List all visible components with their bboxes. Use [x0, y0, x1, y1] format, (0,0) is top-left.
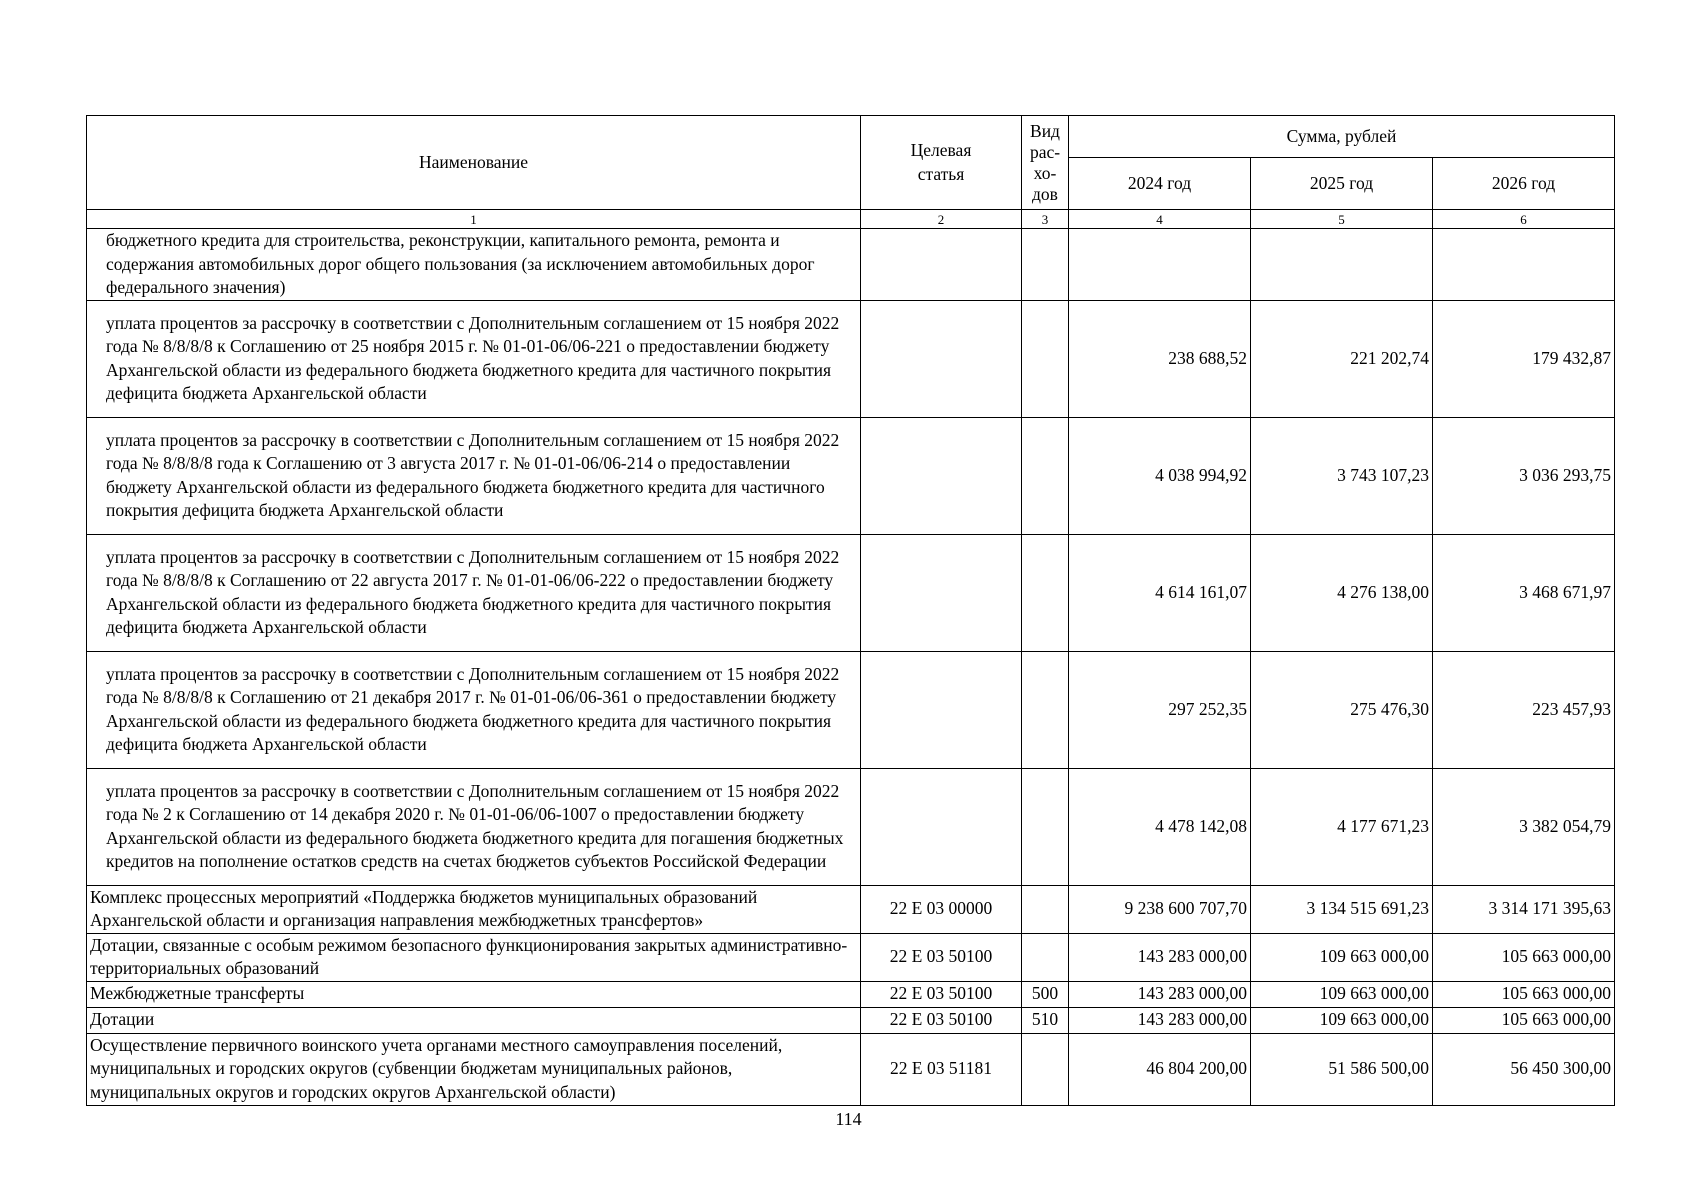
row-vid: [1022, 417, 1069, 534]
row-2024: 143 283 000,00: [1069, 1007, 1251, 1033]
header-vid-line: рас-: [1029, 141, 1061, 162]
row-2026: 105 663 000,00: [1433, 981, 1615, 1007]
row-target: [861, 534, 1022, 651]
row-target: 22 Е 03 00000: [861, 885, 1022, 933]
row-2025: 221 202,74: [1251, 300, 1433, 417]
header-name: Наименование: [87, 116, 861, 210]
row-target: 22 Е 03 50100: [861, 981, 1022, 1007]
row-vid: 510: [1022, 1007, 1069, 1033]
row-vid: [1022, 300, 1069, 417]
row-name: уплата процентов за рассрочку в соответствии с Дополнительным соглашением от 15 ноября 2022 года № 8/8/8/8 к Соглашению от 22 августа 2017 г. № 01-01-06/06-222 о предоставлении бюджету Архангельской области из федерального бюджета бюджетного кредита для частичного покрытия дефицита бюджета Архангельской области: [87, 534, 861, 651]
header-target: [861, 116, 1022, 210]
row-name: уплата процентов за рассрочку в соответствии с Дополнительным соглашением от 15 ноября 2022 года № 8/8/8/8 года к Соглашению от 3 августа 2017 г. № 01-01-06/06-214 о предоставлении бюджету Архангельской области из федерального бюджета бюджетного кредита для частичного покрытия дефицита бюджета Архангельской области: [87, 417, 861, 534]
header-target-text: Целевая статья: [910, 140, 972, 184]
table-row: [87, 534, 1615, 651]
col-num: 2: [861, 210, 1022, 229]
budget-table: [86, 115, 1615, 1106]
column-number-row: [87, 210, 1615, 229]
row-2025: 4 177 671,23: [1251, 768, 1433, 885]
row-2026: 3 314 171 395,63: [1433, 885, 1615, 933]
row-2026: 105 663 000,00: [1433, 1007, 1615, 1033]
row-2025: 3 134 515 691,23: [1251, 885, 1433, 933]
row-vid: [1022, 933, 1069, 981]
header-2025: 2025 год: [1251, 158, 1433, 210]
row-vid: 500: [1022, 981, 1069, 1007]
row-target: [861, 229, 1022, 301]
row-2026: 223 457,93: [1433, 651, 1615, 768]
row-target: [861, 300, 1022, 417]
row-name: уплата процентов за рассрочку в соответствии с Дополнительным соглашением от 15 ноября 2022 года № 8/8/8/8 к Соглашению от 25 ноября 2015 г. № 01-01-06/06-221 о предоставлении бюджету Архангельской области из федерального бюджета бюджетного кредита для частичного покрытия дефицита бюджета Архангельской области: [87, 300, 861, 417]
table-row: [87, 651, 1615, 768]
col-num: 3: [1022, 210, 1069, 229]
col-num: 1: [87, 210, 861, 229]
row-vid: [1022, 534, 1069, 651]
row-2024: [1069, 229, 1251, 301]
row-name: бюджетного кредита для строительства, реконструкции, капитального ремонта, ремонта и содержания автомобильных дорог общего пользования (за исключением автомобильных дорог федерального значения): [87, 229, 861, 301]
row-target: 22 Е 03 51181: [861, 1033, 1022, 1105]
row-2025: [1251, 229, 1433, 301]
col-num: 5: [1251, 210, 1433, 229]
header-vid-line: хо-: [1033, 162, 1057, 183]
row-name: Дотации: [87, 1007, 861, 1033]
header-vid: [1022, 116, 1069, 210]
row-2024: 297 252,35: [1069, 651, 1251, 768]
table-row: [87, 300, 1615, 417]
row-2026: 3 468 671,97: [1433, 534, 1615, 651]
row-vid: [1022, 768, 1069, 885]
row-name: Комплекс процессных мероприятий «Поддержка бюджетов муниципальных образований Архангельской области и организация направления межбюджетных трансфертов»: [87, 885, 861, 933]
row-name: Межбюджетные трансферты: [87, 981, 861, 1007]
row-2024: 238 688,52: [1069, 300, 1251, 417]
row-vid: [1022, 885, 1069, 933]
row-2024: 143 283 000,00: [1069, 933, 1251, 981]
page-number: 114: [835, 1109, 862, 1129]
row-name: уплата процентов за рассрочку в соответствии с Дополнительным соглашением от 15 ноября 2022 года № 2 к Соглашению от 14 декабря 2020 г. № 01-01-06/06-1007 о предоставлении бюджету Архангельской области из федерального бюджета бюджетного кредита для погашения бюджетных кредитов на пополнение остатков средств на счетах бюджетов субъектов Российской Федерации: [87, 768, 861, 885]
table-row: [87, 417, 1615, 534]
row-target: [861, 768, 1022, 885]
row-target: [861, 417, 1022, 534]
row-2025: 109 663 000,00: [1251, 981, 1433, 1007]
row-2024: 4 038 994,92: [1069, 417, 1251, 534]
header-2024: 2024 год: [1069, 158, 1251, 210]
row-2026: [1433, 229, 1615, 301]
table-row: [87, 768, 1615, 885]
row-2026: 3 036 293,75: [1433, 417, 1615, 534]
table-row: [87, 1007, 1615, 1033]
row-vid: [1022, 1033, 1069, 1105]
row-2025: 4 276 138,00: [1251, 534, 1433, 651]
row-target: 22 Е 03 50100: [861, 1007, 1022, 1033]
row-2024: 4 478 142,08: [1069, 768, 1251, 885]
row-2024: 46 804 200,00: [1069, 1033, 1251, 1105]
row-2024: 4 614 161,07: [1069, 534, 1251, 651]
row-2025: 51 586 500,00: [1251, 1033, 1433, 1105]
row-2026: 3 382 054,79: [1433, 768, 1615, 885]
row-2026: 179 432,87: [1433, 300, 1615, 417]
table-row: [87, 229, 1615, 301]
col-num: 4: [1069, 210, 1251, 229]
header-vid-line: дов: [1032, 183, 1058, 204]
table-row: [87, 885, 1615, 933]
row-2024: 143 283 000,00: [1069, 981, 1251, 1007]
header-sum: Сумма, рублей: [1069, 116, 1615, 158]
row-name: Осуществление первичного воинского учета органами местного самоуправления поселений, муниципальных и городских округов (субвенции бюджетам муниципальных районов, муниципальных округов и городских округов Архангельской области): [87, 1033, 861, 1105]
row-2024: 9 238 600 707,70: [1069, 885, 1251, 933]
row-2026: 105 663 000,00: [1433, 933, 1615, 981]
row-target: 22 Е 03 50100: [861, 933, 1022, 981]
header-vid-line: Вид: [1030, 120, 1060, 141]
table-row: [87, 981, 1615, 1007]
row-2026: 56 450 300,00: [1433, 1033, 1615, 1105]
row-2025: 3 743 107,23: [1251, 417, 1433, 534]
col-num: 6: [1433, 210, 1615, 229]
header-row-1: [87, 116, 1615, 158]
row-name: уплата процентов за рассрочку в соответствии с Дополнительным соглашением от 15 ноября 2022 года № 8/8/8/8 к Соглашению от 21 декабря 2017 г. № 01-01-06/06-361 о предоставлении бюджету Архангельской области из федерального бюджета бюджетного кредита для частичного покрытия дефицита бюджета Архангельской области: [87, 651, 861, 768]
row-name: Дотации, связанные с особым режимом безопасного функционирования закрытых административно-территориальных образований: [87, 933, 861, 981]
table-row: [87, 933, 1615, 981]
row-target: [861, 651, 1022, 768]
row-vid: [1022, 651, 1069, 768]
row-vid: [1022, 229, 1069, 301]
row-2025: 275 476,30: [1251, 651, 1433, 768]
table-row: [87, 1033, 1615, 1105]
row-2025: 109 663 000,00: [1251, 1007, 1433, 1033]
header-2026: 2026 год: [1433, 158, 1615, 210]
row-2025: 109 663 000,00: [1251, 933, 1433, 981]
